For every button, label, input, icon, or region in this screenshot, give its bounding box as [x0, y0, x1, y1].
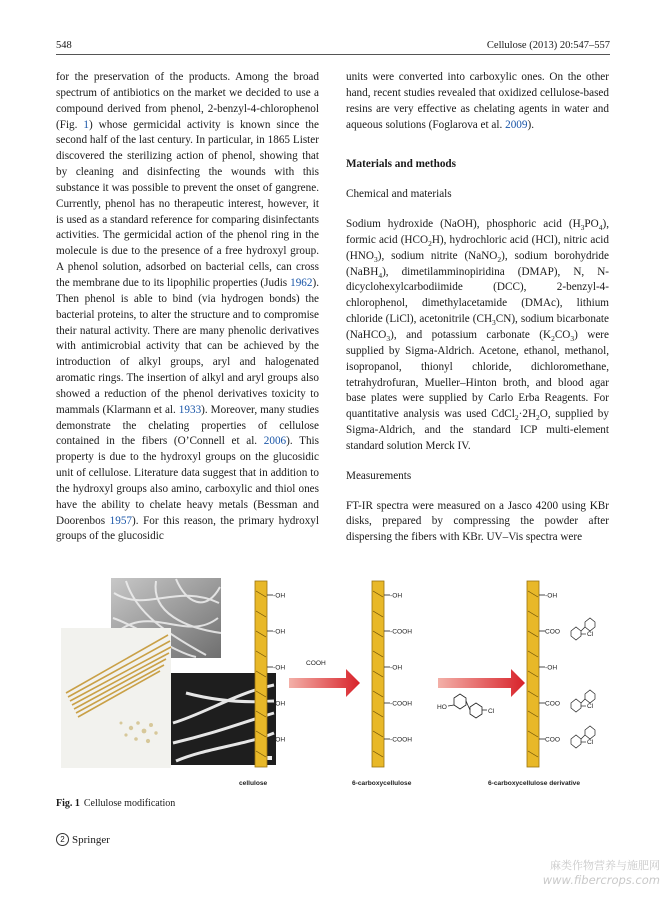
carboxyl-label: -COOH — [390, 628, 412, 636]
left-column — [56, 70, 319, 545]
springer-logo-icon: 2 — [56, 833, 69, 846]
text-run: ). For this reason, the primary hydroxyl groups of the glucosidic — [56, 514, 319, 543]
ring-bond — [581, 735, 585, 739]
hydroxyl-label: -OH — [273, 700, 286, 708]
benzylchlorophenol-reagent — [448, 694, 487, 718]
chlorine-label: Cl — [587, 739, 594, 746]
section-heading: Materials and methods — [346, 158, 457, 171]
publisher-footer — [56, 833, 110, 846]
text-run: ). — [527, 118, 534, 131]
figure-cellulose-modification — [56, 573, 612, 793]
phenyl-ring — [571, 699, 581, 712]
ring-bond — [581, 627, 585, 631]
citation-link[interactable]: 1933 — [178, 403, 202, 416]
figure-caption-text: Cellulose modification — [83, 798, 176, 809]
site-watermark — [543, 859, 660, 887]
text-run: ). Then phenol is able to bind (via hydrogen bonds) the bacterial proteins, to alter the structure and to compromise their natural activity. There are many phenolic derivatives with antimicrobial activity that can be achieved by the introduction of alkyl groups, aryl and halogenated aromatic rings. The insertion of alkyl and aryl groups also showed a reduction of the phenol derivatives toxicity to mammals (Klarmann et al. — [56, 276, 319, 416]
carboxycellulose-chain — [372, 581, 412, 767]
phenyl-ring — [571, 735, 581, 748]
reagent-cl-label: Cl — [488, 708, 495, 715]
ester-label: COO — [545, 700, 561, 708]
citation-link[interactable]: 2009 — [505, 118, 528, 131]
citation-link[interactable]: 1962 — [290, 276, 313, 289]
hydroxyl-label: -OH — [273, 664, 286, 672]
journal-citation: Cellulose (2013) 20:547–557 — [486, 40, 610, 51]
hydroxyl-label: -OH — [390, 592, 403, 600]
figure-caption — [56, 798, 175, 809]
text-run: ). This property is due to the hydroxyl groups on the glucosidic unit of cellulose. Literature data suggest that in addition to the hydroxyl groups also amino, carboxylic and thiol ones have the ability to chelate heavy metals (Bessman and Doorenbos — [56, 435, 319, 527]
body-paragraph: FT-IR spectra were measured on a Jasco 4200 using KBr disks, prepared by compressing the powder after dispersing the fibers with KBr. UV–Vis spectra were — [346, 499, 609, 544]
fiber-photo-collage — [61, 578, 276, 768]
publisher-name: Springer — [72, 833, 110, 846]
text-run: for the preservation of the products. Among the broad spectrum of antibiotics on the market we decided to use a compound derived from phenol, 2-benzyl-4-chlorophenol (Fig. — [56, 71, 319, 131]
hydroxyl-label: -OH — [273, 736, 286, 744]
right-column — [346, 70, 609, 546]
watermark-chinese: 麻类作物营养与施肥网 — [550, 859, 660, 872]
watermark-url: www.fibercrops.com — [542, 873, 660, 887]
reaction-arrow-2 — [438, 669, 525, 697]
text-run: ). Moreover, many studies demonstrate the chelating properties of cellulose contained in the fibers (O’Connell et al. — [56, 403, 319, 448]
text-run: ) whose germicidal activity is known since the second half of the last century. In particular, in 1865 Lister discovered the sterilizing action of phenol, showing that by cleaning and disinfecting the wounds with this substance it was possible to prevent the onset of gangrene. Currently, phenol has no therapeutic interest, however, it is used as a standard reference for comparing disinfectants activities. The germicidal action of the phenol ring in the molecule is due to the presence of a free hydroxyl group. A phenol solution, adsorbed on bacterial cells, can cross the membrane due to its lipophilic properties (Judis — [56, 118, 319, 289]
chlorine-label: Cl — [587, 703, 594, 710]
header-rule — [56, 54, 610, 55]
ester-label: COO — [545, 736, 561, 744]
carboxyl-label: -COOH — [390, 700, 412, 708]
carboxycellulose-derivative-chain — [527, 581, 595, 767]
body-paragraph — [56, 70, 319, 545]
reaction-arrow-1 — [289, 660, 360, 697]
hydroxyl-label: -OH — [273, 628, 286, 636]
label-carboxycellulose-derivative: 6-carboxycellulose derivative — [488, 780, 580, 787]
citation-link[interactable]: 2006 — [263, 435, 287, 448]
text-run: units were converted into carboxylic ones. On the other hand, recent studies revealed that oxidized cellulose-based resins are very effective as chelating agents in water and aqueous solutions (Foglarova et al. — [346, 71, 609, 131]
benzyl-ring — [585, 690, 595, 703]
figure-label: Fig. 1 — [56, 798, 80, 809]
hydroxyl-label: -OH — [545, 664, 558, 672]
subsection-heading: Measurements — [346, 469, 412, 482]
hydroxyl-label: -OH — [545, 592, 558, 600]
page-number: 548 — [56, 40, 72, 51]
carboxyl-label: -COOH — [390, 736, 412, 744]
label-carboxycellulose: 6-carboxycellulose — [352, 780, 412, 787]
hydroxyl-label: -OH — [390, 664, 403, 672]
benzyl-ring — [585, 726, 595, 739]
hydroxyl-label: -OH — [273, 592, 286, 600]
benzyl-ring — [585, 618, 595, 631]
ester-label: COO — [545, 628, 561, 636]
body-paragraph: Sodium hydroxide (NaOH), phosphoric acid $(H_3PO_4)$, formic acid $(HCO_2H)$, hydrochloric acid (HCl), nitric acid $(HNO_3)$, sodium nitrite (NaNO$_2$), sodium borohydride (NaBH$_4$), dimetilamminopiridina (DMAP), N, N-dicyclohexylcarbodiimide (DCC), 2-benzyl-4-chlorophenol, dimethylacetamide (DMAc), lithium chloride (LiCl), acetonitrile $(CH_3CN)$, sodium bicarbonate (NaHCO$_3$), and potassium carbonate $(K_2CO_3)$ were supplied by Sigma-Aldrich. Acetone, ethanol, methanol, isopropanol, thionyl chloride, dichloromethane, tetrahydrofuran, Mueller–Hinton broth, and blood agar base plates were supplied by Carlo Erba Reagents. For quantitative analysis was used $CdCl_2\cdot 2H_2O$, supplied by Sigma-Aldrich, and the standard ICP multi-element standard solution Merck IV. — [346, 218, 609, 452]
subsection-heading: Chemical and materials — [346, 188, 452, 201]
arrow-label: COOH — [306, 660, 326, 667]
reagent-ho-label: HO — [437, 704, 447, 711]
label-cellulose: cellulose — [239, 780, 268, 787]
fiber-bundle-photo — [61, 628, 171, 768]
ring-bond — [581, 699, 585, 703]
chlorine-label: Cl — [587, 631, 594, 638]
citation-link[interactable]: 1957 — [109, 514, 133, 527]
body-paragraph — [346, 70, 609, 133]
phenyl-ring — [571, 627, 581, 640]
figure-link[interactable]: 1 — [83, 118, 89, 131]
